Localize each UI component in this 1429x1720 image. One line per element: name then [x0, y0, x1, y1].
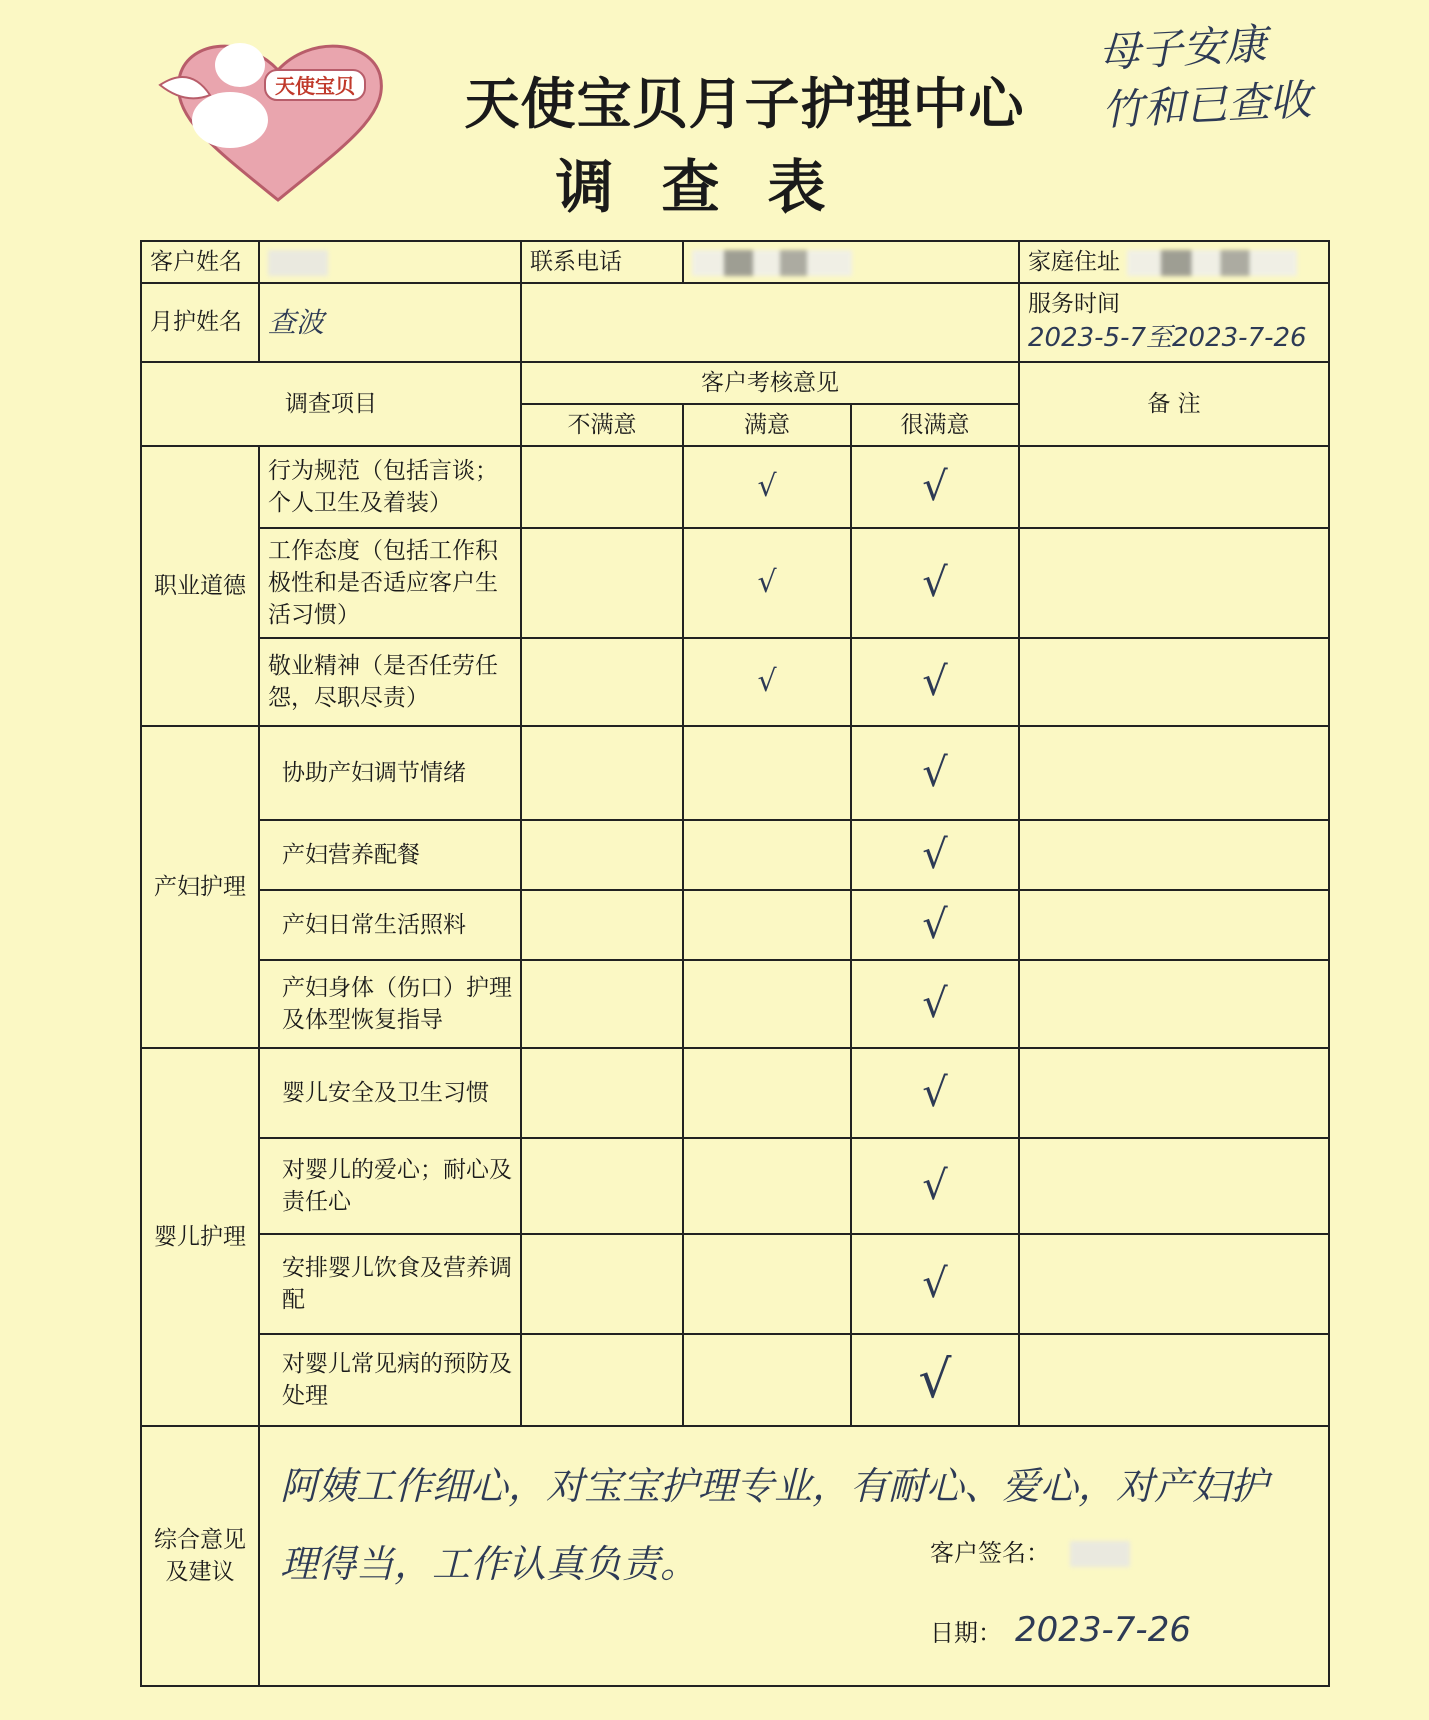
remark-cell[interactable] [1019, 638, 1329, 726]
summary-label: 综合意见及建议 [141, 1426, 259, 1686]
remark-cell[interactable] [1019, 820, 1329, 890]
item-text: 产妇营养配餐 [259, 820, 521, 890]
opinion-header: 客户考核意见 [521, 362, 1019, 404]
satisfied-cell[interactable]: √ [683, 638, 851, 726]
table-row [141, 820, 1329, 890]
redacted-name [268, 250, 328, 276]
org-title: 天使宝贝月子护理中心 [464, 72, 1025, 136]
very-satisfied-cell[interactable]: √ [851, 1334, 1019, 1426]
remark-cell[interactable] [1019, 960, 1329, 1048]
remark-cell[interactable] [1019, 1048, 1329, 1138]
item-text: 对婴儿常见病的预防及处理 [259, 1334, 521, 1426]
table-row [141, 638, 1329, 726]
unsatisfied-cell[interactable] [521, 726, 683, 820]
remark-cell[interactable] [1019, 890, 1329, 960]
table-row [141, 1048, 1329, 1138]
info-row [141, 241, 1329, 283]
table-row [141, 446, 1329, 528]
address-label: 家庭住址 [1028, 249, 1120, 275]
satisfied-cell[interactable] [683, 890, 851, 960]
nurse-name-label: 月护姓名 [141, 283, 259, 362]
customer-name-label: 客户姓名 [141, 241, 259, 283]
service-time-label: 服务时间 [1028, 291, 1120, 318]
remark-cell[interactable] [1019, 446, 1329, 528]
very-satisfied-cell[interactable]: √ [851, 528, 1019, 638]
item-text: 安排婴儿饮食及营养调配 [259, 1234, 521, 1334]
remark-header: 备 注 [1019, 362, 1329, 446]
unsatisfied-header: 不满意 [521, 404, 683, 446]
satisfied-cell[interactable] [683, 726, 851, 820]
phone-label: 联系电话 [521, 241, 683, 283]
very-satisfied-cell[interactable]: √ [851, 1234, 1019, 1334]
section-label: 产妇护理 [141, 726, 259, 1048]
table-row [141, 528, 1329, 638]
remark-cell[interactable] [1019, 528, 1329, 638]
unsatisfied-cell[interactable] [521, 638, 683, 726]
remark-cell[interactable] [1019, 726, 1329, 820]
summary-text[interactable]: 阿姨工作细心，对宝宝护理专业，有耐心、爱心，对产妇护理得当，工作认真负责。 [280, 1464, 1269, 1587]
summary-cell[interactable] [259, 1426, 1329, 1686]
date-label: 日期： [930, 1619, 1002, 1648]
satisfied-cell[interactable] [683, 1048, 851, 1138]
corner-note-line: 母子安康 [1097, 19, 1268, 78]
very-satisfied-cell[interactable]: √ [851, 890, 1019, 960]
item-text: 协助产妇调节情绪 [259, 726, 521, 820]
item-text: 敬业精神（是否任劳任怨，尽职尽责） [259, 638, 521, 726]
survey-table [140, 240, 1330, 1687]
very-satisfied-cell[interactable]: √ [851, 960, 1019, 1048]
satisfied-cell[interactable]: √ [683, 528, 851, 638]
very-satisfied-cell[interactable]: √ [851, 638, 1019, 726]
item-header: 调查项目 [141, 362, 521, 446]
satisfied-cell[interactable]: √ [683, 446, 851, 528]
very-satisfied-cell[interactable]: √ [851, 446, 1019, 528]
item-text: 工作态度（包括工作积极性和是否适应客户生活习惯） [259, 528, 521, 638]
item-text: 产妇日常生活照料 [259, 890, 521, 960]
unsatisfied-cell[interactable] [521, 1334, 683, 1426]
column-header-row [141, 362, 1329, 404]
table-row [141, 1138, 1329, 1234]
date-value[interactable]: 2023-7-26 [1015, 1610, 1191, 1651]
sign-field[interactable] [1070, 1537, 1130, 1569]
unsatisfied-cell[interactable] [521, 820, 683, 890]
unsatisfied-cell[interactable] [521, 528, 683, 638]
unsatisfied-cell[interactable] [521, 1234, 683, 1334]
item-text: 婴儿安全及卫生习惯 [259, 1048, 521, 1138]
table-row [141, 960, 1329, 1048]
sign-label: 客户签名： [930, 1539, 1050, 1568]
very-satisfied-cell[interactable]: √ [851, 1048, 1019, 1138]
remark-cell[interactable] [1019, 1234, 1329, 1334]
phone-field[interactable] [683, 241, 1019, 283]
unsatisfied-cell[interactable] [521, 890, 683, 960]
item-text: 产妇身体（伤口）护理及体型恢复指导 [259, 960, 521, 1048]
very-satisfied-cell[interactable]: √ [851, 1138, 1019, 1234]
service-time-value[interactable]: 2023-5-7至2023-7-26 [1028, 323, 1307, 354]
very-satisfied-header: 很满意 [851, 404, 1019, 446]
table-row [141, 1334, 1329, 1426]
unsatisfied-cell[interactable] [521, 1138, 683, 1234]
redacted-signature [1070, 1541, 1130, 1567]
corner-note-line: 竹和已查收 [1100, 75, 1313, 135]
blank-cell [521, 283, 1019, 362]
item-text: 行为规范（包括言谈；个人卫生及着装） [259, 446, 521, 528]
info-row [141, 283, 1329, 362]
redacted-address [1127, 250, 1297, 276]
unsatisfied-cell[interactable] [521, 960, 683, 1048]
form-title: 调查表 [555, 153, 874, 221]
satisfied-cell[interactable] [683, 820, 851, 890]
nurse-name-value[interactable]: 查波 [259, 283, 521, 362]
section-label: 职业道德 [141, 446, 259, 726]
service-time-cell [1019, 283, 1329, 362]
satisfied-cell[interactable] [683, 1138, 851, 1234]
customer-name-field[interactable] [259, 241, 521, 283]
unsatisfied-cell[interactable] [521, 446, 683, 528]
redacted-phone [692, 250, 852, 276]
remark-cell[interactable] [1019, 1138, 1329, 1234]
item-text: 对婴儿的爱心；耐心及责任心 [259, 1138, 521, 1234]
satisfied-cell[interactable] [683, 960, 851, 1048]
satisfied-header: 满意 [683, 404, 851, 446]
table-row [141, 726, 1329, 820]
satisfied-cell[interactable] [683, 1234, 851, 1334]
table-row [141, 1234, 1329, 1334]
summary-row [141, 1426, 1329, 1686]
handwritten-corner-note [1097, 12, 1333, 140]
very-satisfied-cell[interactable]: √ [851, 820, 1019, 890]
logo-text: 天使宝贝 [275, 74, 355, 98]
remark-cell[interactable] [1019, 1334, 1329, 1426]
satisfied-cell[interactable] [683, 1334, 851, 1426]
table-row [141, 890, 1329, 960]
unsatisfied-cell[interactable] [521, 1048, 683, 1138]
address-cell [1019, 241, 1329, 283]
section-label: 婴儿护理 [141, 1048, 259, 1426]
very-satisfied-cell[interactable]: √ [851, 726, 1019, 820]
